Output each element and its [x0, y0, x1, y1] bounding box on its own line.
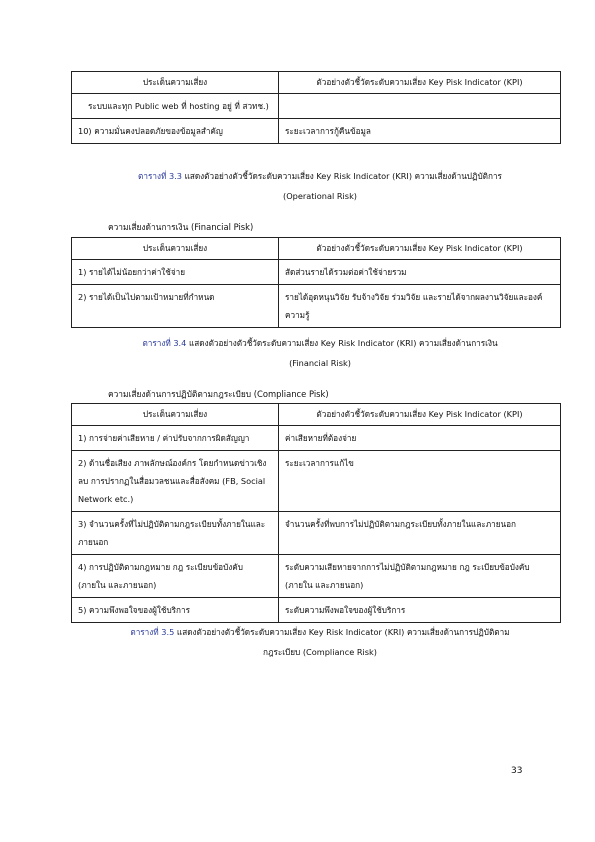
caption-text-line2: กฎระเบียบ (Compliance Risk) — [263, 647, 377, 657]
kri-cell: ระยะเวลาการแก้ไข — [279, 451, 561, 512]
risk-issue-cell: 10) ความมั่นคงปลอดภัยของข้อมูลสำคัญ — [72, 119, 279, 144]
table-caption-3-5 — [90, 622, 550, 662]
kri-cell: ระดับความเสียหายจากการไม่ปฏิบัติตามกฎหมาย กฎ ระเบียบข้อบังคับ (ภายใน และภายนอก) — [279, 555, 561, 598]
table-row — [72, 451, 561, 512]
kri-cell: จำนวนครั้งที่พบการไม่ปฏิบัติตามกฎระเบียบทั้งภายในและภายนอก — [279, 512, 561, 555]
risk-issue-cell: 2) รายได้เป็นไปตามเป้าหมายที่กำหนด — [72, 285, 279, 328]
kri-cell — [279, 94, 561, 119]
risk-issue-cell: 2) ด้านชื่อเสียง ภาพลักษณ์องค์กร โดยกำหนดข่าวเชิงลบ การปรากฏในสื่อมวลชนและสื่อสังคม (FB, Social Network etc.) — [72, 451, 279, 512]
kri-cell: ระยะเวลาการกู้คืนข้อมูล — [279, 119, 561, 144]
caption-label: ตารางที่ 3.3 — [138, 171, 182, 181]
risk-issue-cell: 4) การปฏิบัติตามกฎหมาย กฎ ระเบียบข้อบังคับ (ภายใน และภายนอก) — [72, 555, 279, 598]
kri-cell: รายได้อุดหนุนวิจัย รับจ้างวิจัย ร่วมวิจัย และรายได้จากผลงานวิจัยและองค์ความรู้ — [279, 285, 561, 328]
kri-table-compliance — [71, 403, 561, 623]
caption-text: แสดงตัวอย่างตัวชี้วัดระดับความเสี่ยง Key Risk Indicator (KRI) ความเสี่ยงด้านการเงิน — [188, 338, 498, 348]
risk-issue-cell: 5) ความพึงพอใจของผู้ใช้บริการ — [72, 598, 279, 623]
header-kri-example: ตัวอย่างตัวชี้วัดระดับความเสี่ยง Key Pisk Indicator (KPI) — [279, 404, 561, 426]
header-kri-example: ตัวอย่างตัวชี้วัดระดับความเสี่ยง Key Pisk Indicator (KPI) — [279, 72, 561, 94]
header-kri-example: ตัวอย่างตัวชี้วัดระดับความเสี่ยง Key Pisk Indicator (KPI) — [279, 238, 561, 260]
table-row — [72, 555, 561, 598]
caption-text: แสดงตัวอย่างตัวชี้วัดระดับความเสี่ยง Key Risk Indicator (KRI) ความเสี่ยงด้านการปฏิบัติตาม — [176, 627, 510, 637]
header-risk-issue: ประเด็นความเสี่ยง — [72, 404, 279, 426]
caption-label: ตารางที่ 3.5 — [130, 627, 175, 637]
caption-label: ตารางที่ 3.4 — [142, 338, 187, 348]
kri-cell: สัดส่วนรายได้รวมต่อค่าใช้จ่ายรวม — [279, 260, 561, 285]
risk-issue-cell: 3) จำนวนครั้งที่ไม่ปฏิบัติตามกฎระเบียบทั้งภายในและภายนอก — [72, 512, 279, 555]
table-row — [72, 119, 561, 144]
header-risk-issue: ประเด็นความเสี่ยง — [72, 72, 279, 94]
table-row — [72, 598, 561, 623]
table-row — [72, 426, 561, 451]
kri-cell: ระดับความพึงพอใจของผู้ใช้บริการ — [279, 598, 561, 623]
risk-issue-cell: 1) รายได้ไม่น้อยกว่าค่าใช้จ่าย — [72, 260, 279, 285]
page-number: 33 — [511, 766, 523, 776]
kri-cell: ค่าเสียหายที่ต้องจ่าย — [279, 426, 561, 451]
table-header-row — [72, 238, 561, 260]
section-heading-compliance: ความเสี่ยงด้านการปฏิบัติตามกฎระเบียบ (Compliance Pisk) — [108, 389, 329, 399]
caption-text-line2: (Operational Risk) — [283, 191, 357, 201]
table-row — [72, 260, 561, 285]
table-header-row — [72, 404, 561, 426]
kri-table-operational — [71, 71, 561, 144]
caption-text-line2: (Financial Risk) — [289, 358, 351, 368]
section-heading-financial: ความเสี่ยงด้านการเงิน (Financial Pisk) — [108, 222, 254, 232]
header-risk-issue: ประเด็นความเสี่ยง — [72, 238, 279, 260]
table-caption-3-4 — [90, 333, 550, 373]
table-row — [72, 94, 561, 119]
table-row — [72, 512, 561, 555]
table-caption-3-3 — [90, 166, 550, 206]
risk-issue-cell: 1) การจ่ายค่าเสียหาย / ค่าปรับจากการผิดสัญญา — [72, 426, 279, 451]
caption-text: แสดงตัวอย่างตัวชี้วัดระดับความเสี่ยง Key Risk Indicator (KRI) ความเสี่ยงด้านปฏิบัติการ — [184, 171, 502, 181]
risk-issue-cell: ระบบและทุก Public web ที่ hosting อยู่ ที่ สวทช.) — [72, 94, 279, 119]
table-header-row — [72, 72, 561, 94]
kri-table-financial — [71, 237, 561, 328]
table-row — [72, 285, 561, 328]
